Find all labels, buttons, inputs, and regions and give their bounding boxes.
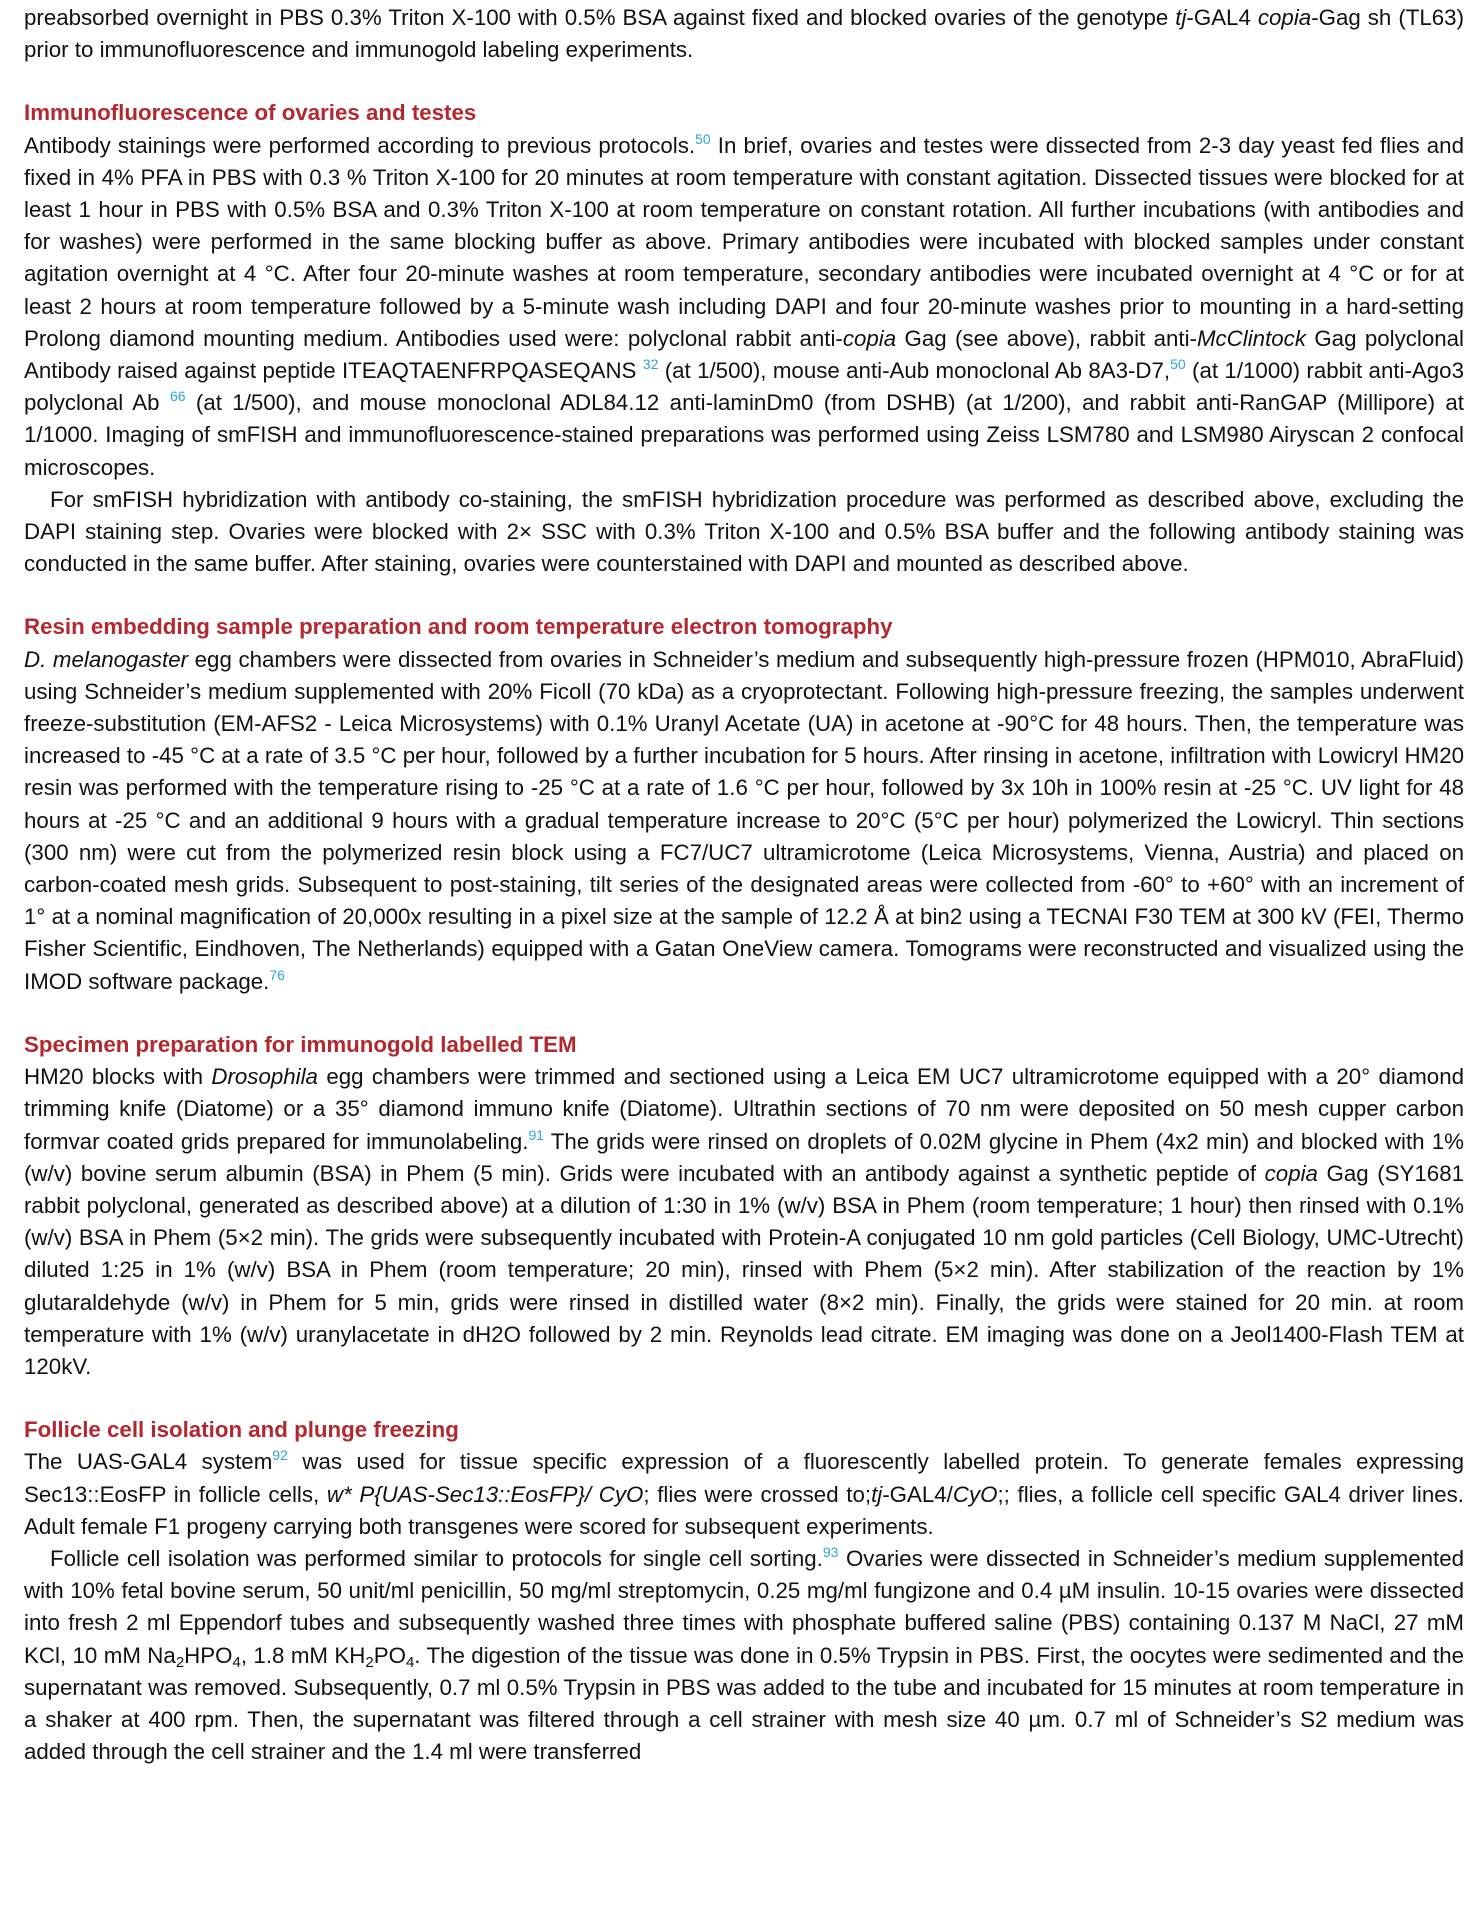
section-immunofluorescence <box>24 97 1464 580</box>
body-paragraph: For smFISH hybridization with antibody co-staining, the smFISH hybridization procedure was performed as described above, excluding the DAPI staining step. Ovaries were blocked with 2× SSC with 0.3% Triton X-100 and 0.5% BSA buffer and the following antibody staining was conducted in the same buffer. After staining, ovaries were counterstained with DAPI and mounted as described above. <box>24 486 1464 577</box>
italic-term: copia <box>1257 5 1312 30</box>
text-run: . The digestion of the tissue was done in 0.5% Trypsin in PBS. First, the oocytes were sedimented and the supernatant was removed. Subsequently, 0.7 ml 0.5% Trypsin in PBS was added to the tube and incubated for 15 minutes at room temperature in a shaker at 400 rpm. Then, the supernatant was filtered through a cell strainer with mesh size 40 µm. 0.7 ml of Schneider’s S2 medium was added through the cell strainer and the 1.4 ml were transferred <box>24 1642 1464 1765</box>
text-run: (at 1/500), mouse anti-Aub monoclonal Ab 8A3-D7, <box>658 358 1171 384</box>
paper-page <box>24 2 1464 1768</box>
chem-subscript: 4 <box>232 1653 241 1671</box>
text-run: egg chambers were dissected from ovaries in Schneider’s medium and subsequently high-pressure frozen (HPM010, AbraFluid) using Schneider’s medium supplemented with 20% Ficoll (70 kDa) as a cryoprotectant. Following high-pressure freezing, the samples underwent freeze-substitution (EM-AFS2 - Leica Microsystems) with 0.1% Uranyl Acetate (UA) in acetone at -90°C for 48 hours. Then, the temperature was increased to -45 °C at a rate of 3.5 °C per hour, followed by a further incubation for 5 hours. After rinsing in acetone, infiltration with Lowicryl HM20 resin was performed with the temperature rising to -25 °C at a rate of 1.6 °C per hour, followed by 3x 10h in 100% resin at -25 °C. UV light for 48 hours at -25 °C and an additional 9 hours with a gradual temperature increase to 20°C (5°C per hour) polymerized the Lowicryl. Thin sections (300 nm) were cut from the polymerized resin block using a FC7/UC7 ultramicrotome (Leica Microsystems, Vienna, Austria) and placed on carbon-coated mesh grids. Subsequent to post-staining, tilt series of the designated areas were collected from -60° to +60° with an increment of 1° at a nominal magnification of 20,000x resulting in a pixel size at the sample of 12.2 Å at bin2 using a TECNAI F30 TEM at 300 kV (FEI, Thermo Fisher Scientific, Eindhoven, The Netherlands) equipped with a Gatan OneView camera. Tomograms were reconstructed and visualized using the IMOD software package. <box>24 646 1464 994</box>
section-spacer <box>24 1383 1464 1414</box>
text-run: In brief, ovaries and testes were dissected from 2-3 day yeast fed flies and fixed in 4% PFA in PBS with 0.3 % Triton X-100 for 20 minutes at room temperature with constant agitation. Dissected tissues were blocked for at least 1 hour in PBS with 0.5% BSA and 0.3% Triton X-100 at room temperature on constant rotation. All further incubations (with antibodies and for washes) were performed in the same blocking buffer as above. Primary antibodies were incubated with blocked samples under constant agitation overnight at 4 °C. After four 20-minute washes at room temperature, secondary antibodies were incubated overnight at 4 °C or for at least 2 hours at room temperature followed by a 5-minute wash including DAPI and four 20-minute washes prior to mounting in a hard-setting Prolong diamond mounting medium. Antibodies used were: polyclonal rabbit anti- <box>24 132 1464 351</box>
section-follicle-cell <box>24 1414 1464 1768</box>
italic-term: w* P{UAS-Sec13::EosFP}/ CyO <box>326 1481 644 1507</box>
text-run: -GAL4 <box>1186 5 1258 30</box>
section-heading: Follicle cell isolation and plunge freezing <box>24 1417 459 1443</box>
text-run: The UAS-GAL4 system <box>24 1449 273 1475</box>
section-spacer <box>24 580 1464 611</box>
text-run: Antibody stainings were performed according to previous protocols. <box>24 132 696 158</box>
text-run: , 1.8 mM KH <box>240 1642 366 1668</box>
text-run: was used for tissue specific expression of a fluorescently labelled protein. To generate females expressing Sec13::EosFP in follicle cells, <box>24 1449 1464 1507</box>
body-paragraph <box>24 1543 1464 1768</box>
citation-link[interactable]: 32 <box>642 356 659 373</box>
section-heading: Resin embedding sample preparation and room temperature electron tomography <box>24 614 893 640</box>
italic-term: copia <box>842 325 897 351</box>
text-run: (at 1/500), and mouse monoclonal ADL84.12 anti-laminDm0 (from DSHB) (at 1/200), and rabbit anti-RanGAP (Millipore) at 1/1000. Imaging of smFISH and immunofluorescence-stained preparations was performed using Zeiss LSM780 and LSM980 Airyscan 2 confocal microscopes. <box>24 390 1465 480</box>
italic-term: Drosophila <box>211 1064 318 1090</box>
text-run: ;; flies, a follicle cell specific GAL4 driver lines. Adult female F1 progeny carrying both transgenes were scored for subsequent experiments. <box>24 1481 1464 1539</box>
citation-link[interactable]: 91 <box>528 1126 545 1143</box>
text-run: ; flies were crossed to; <box>643 1481 872 1507</box>
text-run: The grids were rinsed on droplets of 0.02M glycine in Phem (4x2 min) and blocked with 1% (w/v) bovine serum albumin (BSA) in Phem (5 min). Grids were incubated with an antibody against a synthetic peptide of <box>24 1128 1464 1186</box>
italic-term: CyO <box>952 1481 998 1507</box>
text-run: -Gag sh (TL63) prior to immunofluorescence and immunogold labeling experiments. <box>24 5 1464 63</box>
text-run: (at 1/1000) rabbit anti-Ago3 polyclonal Ab <box>24 358 1464 416</box>
body-paragraph <box>24 1446 1464 1543</box>
citation-link[interactable]: 50 <box>1170 356 1186 373</box>
citation-link[interactable]: 93 <box>822 1543 839 1560</box>
text-run: Gag (SY1681 rabbit polyclonal, generated as described above) at a dilution of 1:30 in 1% (w/v) BSA in Phem (room temperature; 1 hour) then rinsed with 0.1% (w/v) BSA in Phem (5×2 min). The grids were subsequently incubated with Protein-A conjugated 10 nm gold particles (Cell Biology, UMC-Utrecht) diluted 1:25 in 1% (w/v) BSA in Phem (room temperature; 20 min), rinsed with Phem (5×2 min). After stabilization of the reaction by 1% glutaraldehyde (w/v) in Phem for 5 min, grids were rinsed in distilled water (8×2 min). Finally, the grids were stained for 20 min. at room temperature with 1% (w/v) uranylacetate in dH2O followed by 2 min. Reynolds lead citrate. EM imaging was done on a Jeol1400-Flash TEM at 120kV. <box>24 1160 1464 1379</box>
body-paragraph <box>24 1061 1464 1383</box>
section-spacer <box>24 66 1464 97</box>
citation-link[interactable]: 50 <box>695 130 711 147</box>
italic-term: McClintock <box>1196 325 1306 351</box>
text-run: Follicle cell isolation was performed similar to protocols for single cell sorting. <box>50 1545 823 1571</box>
section-resin-embedding <box>24 611 1464 997</box>
intro-paragraph <box>24 2 1464 66</box>
italic-term: tj <box>1175 5 1187 30</box>
body-paragraph <box>24 130 1464 484</box>
text-run: -GAL4/ <box>882 1481 953 1507</box>
text-run: HM20 blocks with <box>24 1064 212 1090</box>
citation-link[interactable]: 92 <box>272 1447 288 1464</box>
text-run: Ovaries were dissected in Schneider’s medium supplemented with 10% fetal bovine serum, 50 unit/ml penicillin, 50 mg/ml streptomycin, 0.25 mg/ml fungizone and 0.4 µM insulin. 10-15 ovaries were dissected into fresh 2 ml Eppendorf tubes and subsequently washed three times with phosphate buffered saline (PBS) containing 0.137 M NaCl, 27 mM KCl, 10 mM Na <box>24 1545 1465 1668</box>
text-run: PO <box>373 1642 406 1668</box>
chem-subscript: 2 <box>365 1653 374 1671</box>
text-run: preabsorbed overnight in PBS 0.3% Triton X-100 with 0.5% BSA against fixed and blocked ovaries of the genotype <box>24 5 1176 30</box>
section-heading: Immunofluorescence of ovaries and testes <box>24 100 477 126</box>
text-run: egg chambers were trimmed and sectioned using a Leica EM UC7 ultramicrotome equipped with a 20° diamond trimming knife (Diatome) or a 35° diamond immuno knife (Diatome). Ultrathin sections of 70 nm were deposited on 50 mesh cupper carbon formvar coated grids prepared for immunolabeling. <box>24 1064 1464 1154</box>
section-heading: Specimen preparation for immunogold labelled TEM <box>24 1031 577 1057</box>
chem-subscript: 2 <box>175 1653 185 1671</box>
text-run: Gag polyclonal Antibody raised against peptide ITEAQTAENFRPQASEQANS <box>24 325 1464 384</box>
body-paragraph <box>24 644 1464 998</box>
section-spacer <box>24 998 1464 1029</box>
text-run: Gag (see above), rabbit anti- <box>896 325 1197 351</box>
section-immunogold <box>24 1029 1464 1383</box>
chem-subscript: 4 <box>405 1653 415 1671</box>
text-run: HPO <box>184 1642 233 1668</box>
italic-term: D. melanogaster <box>24 646 189 672</box>
italic-term: tj <box>871 1481 883 1507</box>
italic-term: copia <box>1264 1160 1318 1186</box>
citation-link[interactable]: 66 <box>169 388 186 405</box>
citation-link[interactable]: 76 <box>269 966 285 983</box>
